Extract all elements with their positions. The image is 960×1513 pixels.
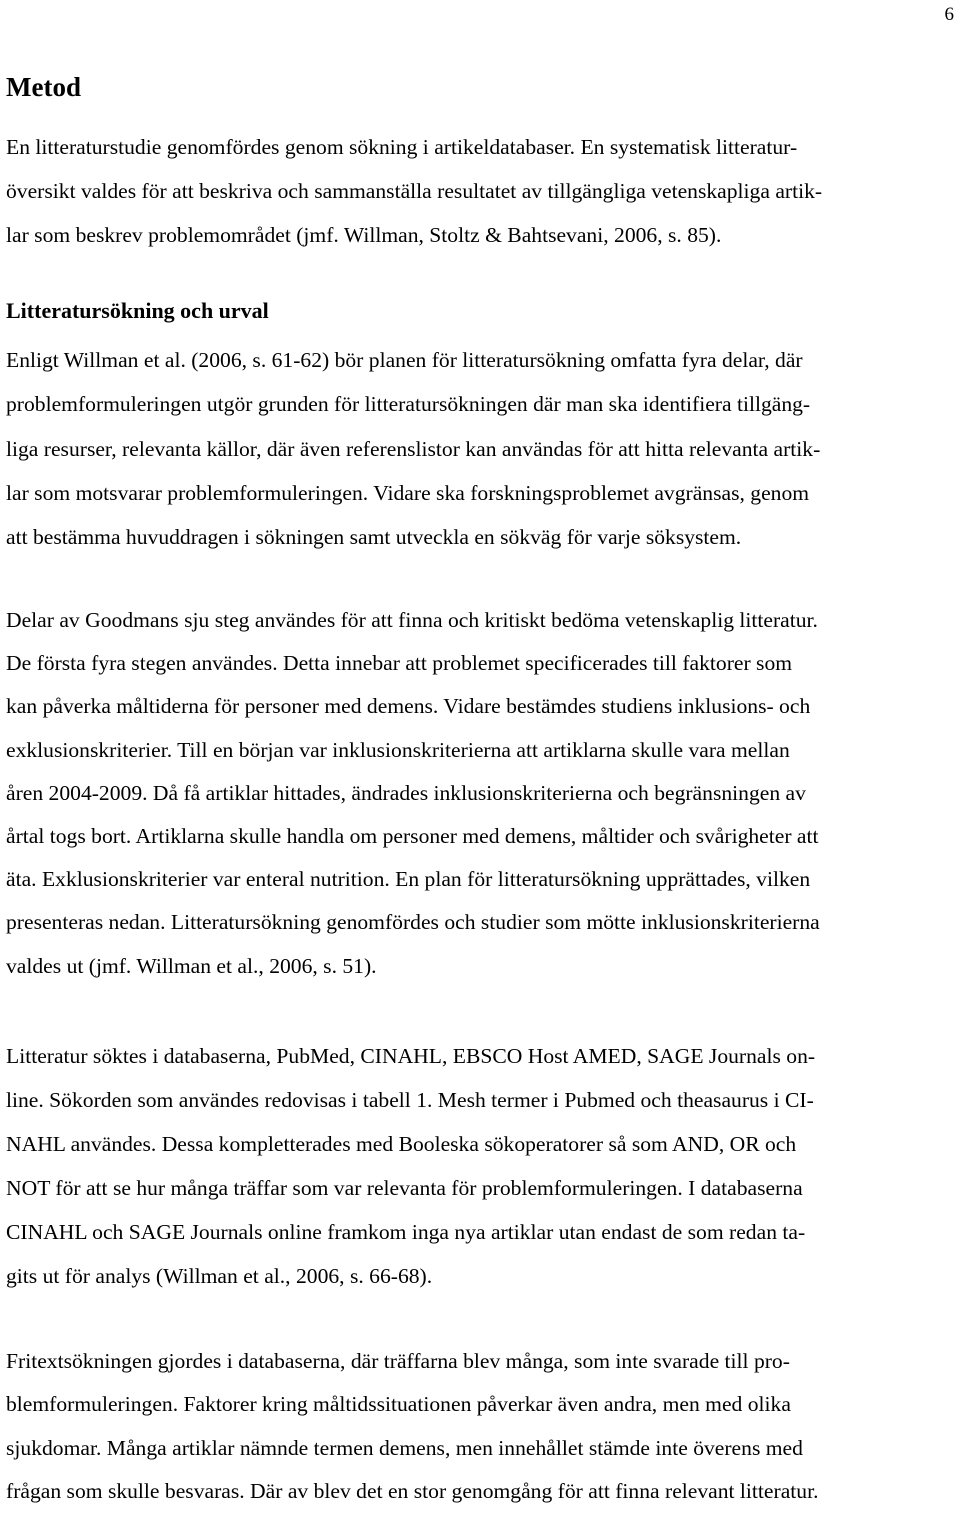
text-line: sjukdomar. Många artiklar nämnde termen demens, men innehållet stämde inte överens med — [6, 1435, 803, 1460]
paragraph-free-text-search — [6, 1340, 956, 1513]
text-line: NAHL användes. Dessa kompletterades med Booleska sökoperatorer så som AND, OR och — [6, 1132, 797, 1156]
text-line: exklusionskriterier. Till en början var inklusionskriterierna att artiklarna skulle vara mellan — [6, 737, 790, 762]
page-number: 6 — [944, 4, 954, 25]
text-line: valdes ut (jmf. Willman et al., 2006, s. 51). — [6, 953, 377, 978]
text-line: line. Sökorden som användes redovisas i tabell 1. Mesh termer i Pubmed och theasaurus i CI- — [6, 1088, 814, 1112]
text-line: kan påverka måltiderna för personer med demens. Vidare bestämdes studiens inklusions- och — [6, 694, 811, 719]
text-line: årtal togs bort. Artiklarna skulle handla om personer med demens, måltider och svårigheter att — [6, 824, 819, 849]
text-line: lar som motsvarar problemformuleringen. Vidare ska forskningsproblemet avgränsas, genom — [6, 480, 810, 505]
heading-method: Metod — [6, 72, 81, 102]
text-line: problemformuleringen utgör grunden för litteratursökningen där man ska identifiera tillgäng- — [6, 392, 811, 417]
text-line: Litteratur söktes i databaserna, PubMed, CINAHL, EBSCO Host AMED, SAGE Journals on- — [6, 1044, 816, 1068]
text-line: Enligt Willman et al. (2006, s. 61-62) bör planen för litteratursökning omfatta fyra delar, där — [6, 348, 803, 372]
paragraph-databases — [6, 1034, 956, 1298]
heading-literature-search: Litteratursökning och urval — [6, 298, 269, 323]
text-line: åren 2004-2009. Då få artiklar hittades, ändrades inklusionskriterierna och begränsningen av — [6, 780, 806, 805]
text-line: att bestämma huvuddragen i sökningen samt utveckla en sökväg för varje söksystem. — [6, 525, 742, 550]
text-line: De första fyra stegen användes. Detta innebar att problemet specificerades till faktorer som — [6, 651, 793, 676]
text-line: äta. Exklusionskriterier var enteral nutrition. En plan för litteratursökning upprättades, vilken — [6, 867, 811, 892]
text-line: NOT för att se hur många träffar som var relevanta för problemformuleringen. I databaserna — [6, 1176, 803, 1200]
text-line: blemformuleringen. Faktorer kring måltidssituationen påverkar även andra, men med olika — [6, 1392, 791, 1417]
text-line: översikt valdes för att beskriva och sammanställa resultatet av tillgängliga vetenskapliga artik- — [6, 179, 823, 203]
text-line: frågan som skulle besvaras. Där av blev det en stor genomgång för att finna relevant litteratur. — [6, 1478, 819, 1503]
text-line: gits ut för analys (Willman et al., 2006, s. 66-68). — [6, 1264, 433, 1288]
text-line: Fritextsökningen gjordes i databaserna, där träffarna blev många, som inte svarade till pro- — [6, 1349, 790, 1373]
text-line: liga resurser, relevanta källor, där även referenslistor kan användas för att hitta relevanta artik- — [6, 436, 821, 461]
text-line: CINAHL och SAGE Journals online framkom inga nya artiklar utan endast de som redan ta- — [6, 1220, 806, 1244]
paragraph-goodman-steps — [6, 599, 956, 988]
text-line: lar som beskrev problemområdet (jmf. Willman, Stoltz & Bahtsevani, 2006, s. 85). — [6, 223, 722, 247]
text-line: presenteras nedan. Litteratursökning genomfördes och studier som mötte inklusionskriterierna — [6, 910, 820, 935]
paragraph-method-intro — [6, 125, 956, 257]
text-line: En litteraturstudie genomfördes genom sökning i artikeldatabaser. En systematisk litteratur- — [6, 135, 798, 159]
paragraph-search-plan — [6, 338, 956, 559]
text-line: Delar av Goodmans sju steg användes för att finna och kritiskt bedöma vetenskaplig litteratur. — [6, 608, 818, 632]
